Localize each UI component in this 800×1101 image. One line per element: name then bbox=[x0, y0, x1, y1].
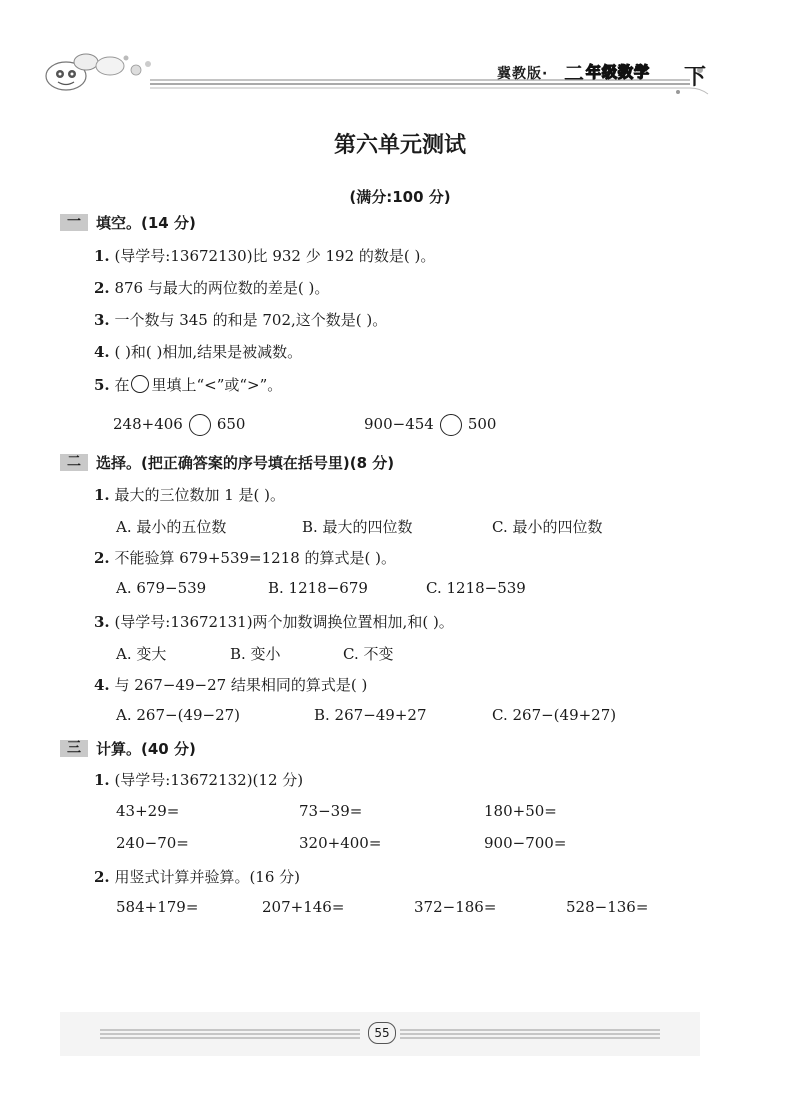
question-text: 876 与最大的两位数的差是( )。 bbox=[114, 279, 330, 297]
calc-item: 73−39= bbox=[299, 802, 363, 820]
choice-question-3 bbox=[94, 611, 454, 632]
question-text-pre: 在 bbox=[114, 376, 130, 394]
header-decoration bbox=[0, 0, 800, 110]
choice-1-option-b[interactable]: B. 最大的四位数 bbox=[302, 518, 413, 536]
calc-item: 240−70= bbox=[116, 834, 189, 852]
question-number: 4. bbox=[94, 343, 110, 361]
vertical-calc-item: 584+179= bbox=[116, 898, 199, 916]
volume-label: 下 bbox=[684, 65, 707, 90]
vertical-calc-item: 528−136= bbox=[566, 898, 649, 916]
question-text: ( )和( )相加,结果是被减数。 bbox=[114, 343, 303, 361]
grade-subject-label: 年级数学 bbox=[586, 63, 651, 81]
compare-item-1 bbox=[113, 414, 245, 436]
section-3-number: 三 bbox=[60, 740, 88, 757]
compare-right: 650 bbox=[216, 415, 246, 433]
section-1-title: 填空。(14 分) bbox=[96, 214, 196, 232]
question-text: 不能验算 679+539=1218 的算式是( )。 bbox=[114, 549, 397, 567]
choice-2-option-c[interactable]: C. 1218−539 bbox=[426, 579, 526, 597]
question-number: 2. bbox=[94, 279, 110, 297]
fill-question-3 bbox=[94, 309, 387, 330]
grade-number: 二 bbox=[564, 61, 584, 85]
compare-left: 248+406 bbox=[113, 415, 183, 433]
fill-question-4 bbox=[94, 341, 302, 362]
vertical-calc-item: 207+146= bbox=[262, 898, 345, 916]
question-text: (导学号:13672131)两个加数调换位置相加,和( )。 bbox=[114, 613, 454, 631]
section-2-number: 二 bbox=[60, 454, 88, 471]
question-number: 1. bbox=[94, 771, 110, 789]
calc-question-1 bbox=[94, 769, 303, 790]
question-number: 1. bbox=[94, 486, 110, 504]
choice-question-2 bbox=[94, 547, 396, 568]
choice-3-option-a[interactable]: A. 变大 bbox=[116, 645, 167, 663]
choice-4-option-a[interactable]: A. 267−(49−27) bbox=[116, 706, 241, 724]
question-text: 用竖式计算并验算。(16 分) bbox=[114, 868, 301, 886]
compare-item-2 bbox=[364, 414, 496, 436]
question-number: 3. bbox=[94, 311, 110, 329]
mascot-icon bbox=[46, 54, 151, 90]
question-text: 与 267−49−27 结果相同的算式是( ) bbox=[114, 676, 368, 694]
choice-2-option-b[interactable]: B. 1218−679 bbox=[268, 579, 368, 597]
compare-circle-input[interactable] bbox=[440, 414, 462, 436]
calc-item: 320+400= bbox=[299, 834, 382, 852]
choice-1-option-c[interactable]: C. 最小的四位数 bbox=[492, 518, 603, 536]
choice-3-option-b[interactable]: B. 变小 bbox=[230, 645, 281, 663]
vertical-calc-item: 372−186= bbox=[414, 898, 497, 916]
calc-item: 180+50= bbox=[484, 802, 557, 820]
question-number: 5. bbox=[94, 376, 110, 394]
question-number: 3. bbox=[94, 613, 110, 631]
choice-3-option-c[interactable]: C. 不变 bbox=[343, 645, 394, 663]
compare-circle-input[interactable] bbox=[189, 414, 211, 436]
section-3-title: 计算。(40 分) bbox=[96, 740, 196, 758]
section-1-number: 一 bbox=[60, 214, 88, 231]
calc-item: 43+29= bbox=[116, 802, 180, 820]
compare-left: 900−454 bbox=[364, 415, 434, 433]
question-text: (导学号:13672132)(12 分) bbox=[114, 771, 304, 789]
question-text: 最大的三位数加 1 是( )。 bbox=[114, 486, 286, 504]
question-text: 一个数与 345 的和是 702,这个数是( )。 bbox=[114, 311, 388, 329]
question-number: 2. bbox=[94, 549, 110, 567]
question-number: 1. bbox=[94, 247, 110, 265]
full-score-label: (满分:100 分) bbox=[349, 188, 451, 206]
page-title: 第六单元测试 bbox=[333, 132, 466, 158]
page-header bbox=[0, 0, 800, 110]
question-text-post: 里填上“<”或“>”。 bbox=[151, 376, 283, 394]
fill-question-2 bbox=[94, 277, 329, 298]
circle-blank-icon bbox=[131, 375, 149, 393]
question-number: 2. bbox=[94, 868, 110, 886]
fill-question-5 bbox=[94, 374, 282, 395]
choice-4-option-c[interactable]: C. 267−(49+27) bbox=[492, 706, 617, 724]
edition-label: 冀教版· bbox=[497, 66, 549, 82]
choice-2-option-a[interactable]: A. 679−539 bbox=[116, 579, 207, 597]
compare-right: 500 bbox=[467, 415, 497, 433]
choice-1-option-a[interactable]: A. 最小的五位数 bbox=[116, 518, 227, 536]
calc-item: 900−700= bbox=[484, 834, 567, 852]
calc-question-2 bbox=[94, 866, 300, 887]
fill-question-1 bbox=[94, 245, 435, 266]
choice-question-4 bbox=[94, 674, 367, 695]
question-text: (导学号:13672130)比 932 少 192 的数是( )。 bbox=[114, 247, 436, 265]
section-2-title: 选择。(把正确答案的序号填在括号里)(8 分) bbox=[96, 454, 395, 472]
choice-question-1 bbox=[94, 484, 285, 505]
page-number: 55 bbox=[368, 1022, 396, 1044]
choice-4-option-b[interactable]: B. 267−49+27 bbox=[314, 706, 427, 724]
question-number: 4. bbox=[94, 676, 110, 694]
